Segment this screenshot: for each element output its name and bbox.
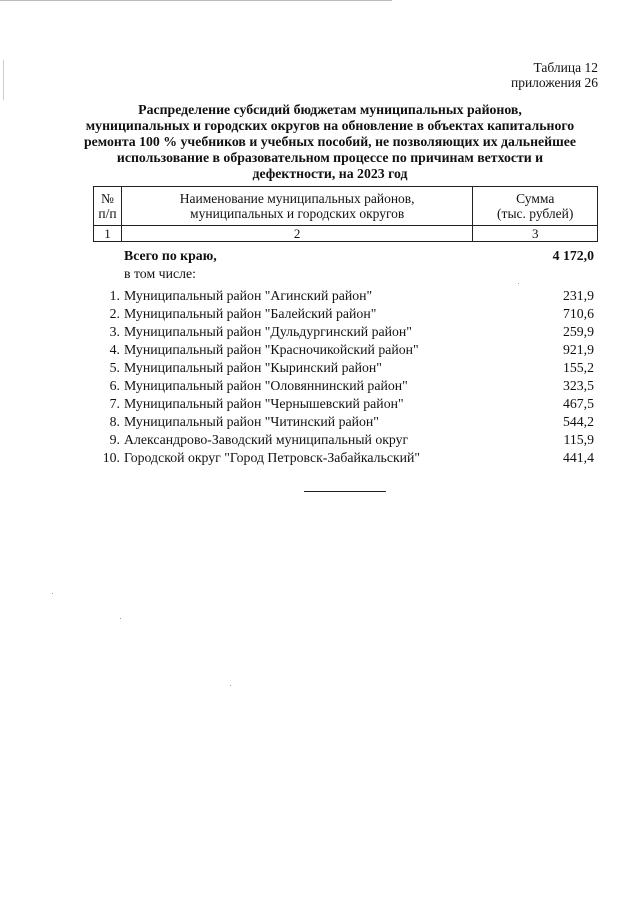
- column-header-line: (тыс. рублей): [497, 206, 574, 221]
- row-value: 921,9: [562, 342, 594, 357]
- row-name: Муниципальный район "Кыринский район": [124, 360, 382, 375]
- column-number-cell: 1: [94, 226, 122, 242]
- table-row: [93, 305, 598, 323]
- row-name: Муниципальный район "Чернышевский район": [124, 396, 404, 411]
- appendix-label: приложения 26: [510, 75, 598, 90]
- row-number: 10.: [102, 450, 120, 465]
- column-header-number: [94, 187, 122, 226]
- column-header-name: [121, 187, 473, 226]
- scan-speck: [52, 593, 53, 594]
- row-value: 467,5: [562, 396, 594, 411]
- scan-speck: [518, 283, 519, 284]
- total-label: Всего по краю,: [124, 248, 217, 263]
- table-row: [93, 395, 598, 413]
- document-title: [80, 102, 580, 182]
- table-row: [93, 287, 598, 305]
- row-name: Муниципальный район "Балейский район": [124, 306, 377, 321]
- title-line: Распределение субсидий бюджетам муниципальных районов,: [138, 102, 522, 117]
- row-name: Муниципальный район "Читинский район": [124, 414, 379, 429]
- table-row: [93, 449, 598, 467]
- row-value: 259,9: [562, 324, 594, 339]
- column-number-cell: 2: [121, 226, 473, 242]
- total-value: 4 172,0: [552, 248, 594, 263]
- closing-rule: [304, 491, 386, 492]
- row-name: Муниципальный район "Красночикойский район": [124, 342, 419, 357]
- table-row: [93, 359, 598, 377]
- title-line: использование в образовательном процессе по причинам ветхости и: [116, 150, 544, 165]
- title-line: ремонта 100 % учебников и учебных пособий, не позволяющих их дальнейшее: [83, 134, 577, 149]
- row-number: 1.: [109, 288, 120, 303]
- row-number: 5.: [109, 360, 120, 375]
- row-number: 6.: [109, 378, 120, 393]
- row-value: 155,2: [562, 360, 594, 375]
- column-header-line: Наименование муниципальных районов,: [179, 191, 415, 206]
- table-row: [93, 413, 598, 431]
- total-row: [93, 247, 598, 265]
- table-label: Таблица 12: [533, 60, 598, 75]
- row-name: Муниципальный район "Агинский район": [124, 288, 373, 303]
- column-header-line: муниципальных и городских округов: [190, 206, 405, 221]
- row-name: Александрово-Заводский муниципальный округ: [124, 432, 409, 447]
- row-number: 3.: [109, 324, 120, 339]
- table-row: [93, 431, 598, 449]
- scan-speck: [230, 685, 231, 686]
- title-line: муниципальных и городских округов на обновление в объектах капитального: [85, 118, 575, 133]
- row-value: 323,5: [562, 378, 594, 393]
- row-number: 4.: [109, 342, 120, 357]
- column-header-sum: [473, 187, 598, 226]
- row-name: Муниципальный район "Дульдургинский район": [124, 324, 412, 339]
- row-value: 710,6: [562, 306, 594, 321]
- row-value: 231,9: [562, 288, 594, 303]
- column-header-line: №: [101, 191, 114, 206]
- scan-margin-mark: [3, 60, 4, 100]
- row-value: 441,4: [562, 450, 594, 465]
- column-header-line: п/п: [98, 206, 117, 221]
- row-number: 7.: [109, 396, 120, 411]
- row-number: 8.: [109, 414, 120, 429]
- title-line: дефектности, на 2023 год: [252, 166, 408, 181]
- document-header: [511, 60, 598, 90]
- table-row: [93, 377, 598, 395]
- row-number: 9.: [109, 432, 120, 447]
- distribution-list: [93, 247, 598, 467]
- table-row: [93, 341, 598, 359]
- including-row: [93, 265, 598, 283]
- row-name: Городской округ "Город Петровск-Забайкальский": [124, 450, 421, 465]
- row-name: Муниципальный район "Оловяннинский район": [124, 378, 408, 393]
- table-row: [93, 323, 598, 341]
- table-header: [93, 186, 598, 242]
- scan-speck: [120, 618, 121, 619]
- scan-edge-line: [0, 0, 392, 1]
- column-header-line: Сумма: [516, 191, 555, 206]
- row-value: 544,2: [562, 414, 594, 429]
- row-value: 115,9: [563, 432, 594, 447]
- including-label: в том числе:: [124, 266, 196, 281]
- column-number-cell: 3: [473, 226, 598, 242]
- row-number: 2.: [109, 306, 120, 321]
